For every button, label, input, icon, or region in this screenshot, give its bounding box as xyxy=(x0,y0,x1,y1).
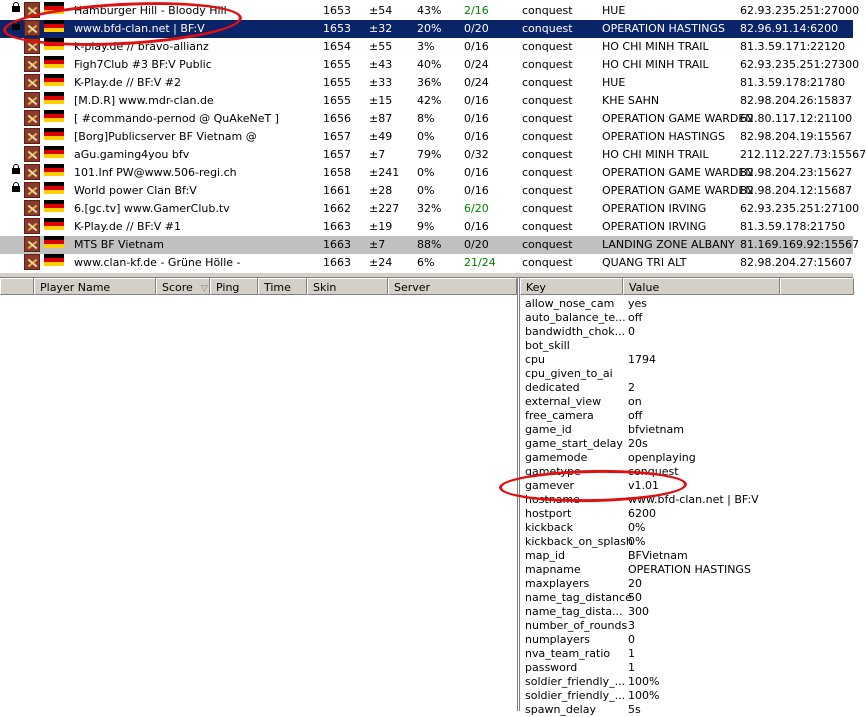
rule-value: 0 xyxy=(628,325,635,338)
rule-row[interactable] xyxy=(520,493,854,507)
rule-row[interactable] xyxy=(520,605,854,619)
server-version-cell: 1654 xyxy=(323,40,351,53)
server-map-cell: OPERATION GAME WARDEN xyxy=(602,184,754,197)
server-version-cell: 1655 xyxy=(323,58,351,71)
players-header-score-label: Score xyxy=(162,281,193,294)
rule-key: gametype xyxy=(525,465,581,478)
server-version-cell: 1655 xyxy=(323,76,351,89)
server-row[interactable] xyxy=(0,128,853,146)
server-row[interactable] xyxy=(0,182,853,200)
german-flag-icon xyxy=(44,38,64,50)
rule-key: bot_skill xyxy=(525,339,570,352)
players-header-score[interactable] xyxy=(156,278,210,295)
server-address-cell: 82.98.204.26:15837 xyxy=(740,94,853,107)
server-version-cell: 1663 xyxy=(323,220,351,233)
server-version-cell: 1662 xyxy=(323,202,351,215)
server-row[interactable] xyxy=(0,200,860,218)
rule-value: on xyxy=(628,395,642,408)
server-map-cell: HO CHI MINH TRAIL xyxy=(602,40,709,53)
game-icon xyxy=(24,2,40,18)
server-version-cell: 1663 xyxy=(323,238,351,251)
rules-header-key-label: Key xyxy=(526,281,546,294)
rule-value: 6200 xyxy=(628,507,656,520)
server-pct-cell: 3% xyxy=(417,40,435,53)
game-icon xyxy=(24,128,40,144)
german-flag-icon xyxy=(44,236,64,248)
server-players-cell: 0/16 xyxy=(464,112,489,125)
rule-row[interactable] xyxy=(520,465,854,479)
lock-icon xyxy=(12,20,20,30)
rule-row[interactable] xyxy=(520,479,854,493)
rule-row[interactable] xyxy=(520,647,854,661)
server-players-cell: 0/20 xyxy=(464,22,489,35)
server-ping-cell: ±43 xyxy=(369,58,393,71)
rule-key: bandwidth_chok... xyxy=(525,325,626,338)
server-map-cell: HUE xyxy=(602,76,626,89)
server-mode-cell: conquest xyxy=(522,166,573,179)
server-ping-cell: ±7 xyxy=(369,238,386,251)
server-pct-cell: 36% xyxy=(417,76,442,89)
rule-row[interactable] xyxy=(520,563,854,577)
rule-value: 2 xyxy=(628,381,635,394)
players-header-server[interactable] xyxy=(388,278,517,295)
rule-key: free_camera xyxy=(525,409,594,422)
server-address-cell: 62.93.235.251:27100 xyxy=(740,202,860,215)
server-players-cell: 0/32 xyxy=(464,148,489,161)
rule-key: soldier_friendly_... xyxy=(525,675,626,688)
rule-row[interactable] xyxy=(520,577,854,591)
server-address-cell: 82.98.204.27:15607 xyxy=(740,256,853,269)
rule-row[interactable] xyxy=(520,325,854,339)
game-icon xyxy=(24,236,40,252)
rule-key: nva_team_ratio xyxy=(525,647,611,660)
german-flag-icon xyxy=(44,92,64,104)
rule-value: 0% xyxy=(628,535,646,548)
players-header-skin-label: Skin xyxy=(313,281,337,294)
game-icon xyxy=(24,164,40,180)
server-version-cell: 1663 xyxy=(323,256,351,269)
server-mode-cell: conquest xyxy=(522,94,573,107)
rule-key: external_view xyxy=(525,395,602,408)
rule-value: 1 xyxy=(628,647,635,660)
german-flag-icon xyxy=(44,182,64,194)
game-icon xyxy=(24,146,40,162)
rule-key: hostport xyxy=(525,507,572,520)
rule-row[interactable] xyxy=(520,437,854,451)
server-name-cell: K-Play.de // BF:V #1 xyxy=(74,220,182,233)
server-version-cell: 1658 xyxy=(323,166,351,179)
rule-key: allow_nose_cam xyxy=(525,297,615,310)
server-players-cell: 21/24 xyxy=(464,256,496,269)
server-pct-cell: 9% xyxy=(417,220,435,233)
server-address-cell: 81.3.59.171:22120 xyxy=(740,40,846,53)
server-mode-cell: conquest xyxy=(522,238,573,251)
server-pct-cell: 79% xyxy=(417,148,442,161)
server-address-cell: 62.80.117.12:21100 xyxy=(740,112,853,125)
rule-row[interactable] xyxy=(520,367,854,381)
german-flag-icon xyxy=(44,128,64,140)
server-mode-cell: conquest xyxy=(522,112,573,125)
server-map-cell: KHE SAHN xyxy=(602,94,660,107)
rule-key: numplayers xyxy=(525,633,590,646)
server-ping-cell: ±24 xyxy=(369,256,393,269)
server-map-cell: HO CHI MINH TRAIL xyxy=(602,148,709,161)
server-address-cell: 82.96.91.14:6200 xyxy=(740,22,839,35)
server-name-cell: 6.[gc.tv] www.GamerClub.tv xyxy=(74,202,230,215)
server-address-cell: 81.3.59.178:21780 xyxy=(740,76,846,89)
server-name-cell: 101.Inf PW@www.506-regi.ch xyxy=(74,166,237,179)
server-map-cell: OPERATION HASTINGS xyxy=(602,22,725,35)
rule-row[interactable] xyxy=(520,507,854,521)
server-name-cell: aGu.gaming4you bfv xyxy=(74,148,190,161)
server-pct-cell: 42% xyxy=(417,94,442,107)
rule-value: 100% xyxy=(628,689,660,702)
rule-row[interactable] xyxy=(520,661,854,675)
rule-value: openplaying xyxy=(628,451,696,464)
server-name-cell: World power Clan Bf:V xyxy=(74,184,197,197)
server-version-cell: 1653 xyxy=(323,22,351,35)
rule-row[interactable] xyxy=(520,339,854,353)
rule-value: 50 xyxy=(628,591,642,604)
rule-value: 20 xyxy=(628,577,642,590)
server-address-cell: 81.169.169.92:15567 xyxy=(740,238,860,251)
server-ping-cell: ±32 xyxy=(369,22,393,35)
server-address-cell: 82.98.204.12:15687 xyxy=(740,184,853,197)
server-map-cell: OPERATION IRVING xyxy=(602,220,707,233)
server-ping-cell: ±49 xyxy=(369,130,393,143)
server-players-cell: 0/16 xyxy=(464,184,489,197)
rule-key: maxplayers xyxy=(525,577,590,590)
rule-value: 1 xyxy=(628,661,635,674)
server-address-cell: 82.98.204.19:15567 xyxy=(740,130,853,143)
server-row[interactable] xyxy=(0,254,853,272)
rules-header-filler xyxy=(780,278,854,295)
server-name-cell: www.bfd-clan.net | BF:V xyxy=(74,22,205,35)
server-ping-cell: ±19 xyxy=(369,220,393,233)
server-players-cell: 6/20 xyxy=(464,202,489,215)
rule-value: 20s xyxy=(628,437,648,450)
rule-row[interactable] xyxy=(520,703,854,717)
rule-row[interactable] xyxy=(520,409,854,423)
rule-key: hostname xyxy=(525,493,580,506)
german-flag-icon xyxy=(44,254,64,266)
players-header-name-label: Player Name xyxy=(40,281,111,294)
server-name-cell: [M.D.R] www.mdr-clan.de xyxy=(74,94,214,107)
german-flag-icon xyxy=(44,200,64,212)
server-map-cell: OPERATION HASTINGS xyxy=(602,130,725,143)
rule-value: 0% xyxy=(628,521,646,534)
server-version-cell: 1655 xyxy=(323,94,351,107)
rule-value: 1794 xyxy=(628,353,656,366)
server-row[interactable] xyxy=(0,146,866,164)
server-players-cell: 0/20 xyxy=(464,238,489,251)
rule-key: gamever xyxy=(525,479,575,492)
rule-value: v1.01 xyxy=(628,479,660,492)
server-players-cell: 0/16 xyxy=(464,220,489,233)
german-flag-icon xyxy=(44,2,64,14)
server-players-cell: 0/24 xyxy=(464,76,489,89)
rule-value: off xyxy=(628,409,643,422)
rule-row[interactable] xyxy=(520,395,854,409)
server-version-cell: 1661 xyxy=(323,184,351,197)
server-mode-cell: conquest xyxy=(522,58,573,71)
server-row[interactable] xyxy=(0,74,853,92)
server-mode-cell: conquest xyxy=(522,22,573,35)
server-pct-cell: 0% xyxy=(417,130,435,143)
rules-header-value[interactable] xyxy=(623,278,780,295)
rule-value: www.bfd-clan.net | BF:V xyxy=(628,493,759,506)
server-list[interactable] xyxy=(0,0,866,272)
rule-value: off xyxy=(628,311,643,324)
players-header-skin[interactable] xyxy=(307,278,388,295)
server-pct-cell: 32% xyxy=(417,202,442,215)
rule-value: 100% xyxy=(628,675,660,688)
game-icon xyxy=(24,56,40,72)
server-map-cell: HO CHI MINH TRAIL xyxy=(602,58,709,71)
players-header-name[interactable] xyxy=(34,278,156,295)
rule-row[interactable] xyxy=(520,381,854,395)
server-address-cell: 62.93.235.251:27000 xyxy=(740,4,860,17)
server-pct-cell: 6% xyxy=(417,256,435,269)
rule-key: map_id xyxy=(525,549,565,562)
server-pct-cell: 20% xyxy=(417,22,442,35)
server-pct-cell: 88% xyxy=(417,238,442,251)
server-pct-cell: 0% xyxy=(417,166,435,179)
server-map-cell: LANDING ZONE ALBANY xyxy=(602,238,735,251)
rule-row[interactable] xyxy=(520,451,854,465)
rules-pane[interactable] xyxy=(519,278,854,716)
german-flag-icon xyxy=(44,20,64,32)
game-icon xyxy=(24,38,40,54)
rule-row[interactable] xyxy=(520,591,854,605)
server-pct-cell: 40% xyxy=(417,58,442,71)
german-flag-icon xyxy=(44,110,64,122)
rule-key: kickback_on_splash xyxy=(525,535,633,548)
server-ping-cell: ±33 xyxy=(369,76,393,89)
rule-row[interactable] xyxy=(520,675,854,689)
german-flag-icon xyxy=(44,146,64,158)
server-mode-cell: conquest xyxy=(522,76,573,89)
server-row[interactable] xyxy=(0,218,853,236)
rule-value: 3 xyxy=(628,619,635,632)
server-mode-cell: conquest xyxy=(522,4,573,17)
rule-value: conquest xyxy=(628,465,679,478)
server-pct-cell: 8% xyxy=(417,112,435,125)
server-mode-cell: conquest xyxy=(522,184,573,197)
game-icon xyxy=(24,254,40,270)
server-map-cell: QUANG TRI ALT xyxy=(602,256,687,269)
players-header-blank xyxy=(0,278,34,295)
server-version-cell: 1657 xyxy=(323,130,351,143)
players-header-ping-label: Ping xyxy=(216,281,240,294)
server-ping-cell: ±15 xyxy=(369,94,393,107)
server-row[interactable] xyxy=(0,164,853,182)
server-address-cell: 212.112.227.73:15567 xyxy=(740,148,866,161)
rule-row[interactable] xyxy=(520,311,854,325)
game-icon xyxy=(24,110,40,126)
server-map-cell: OPERATION IRVING xyxy=(602,202,707,215)
server-row[interactable] xyxy=(0,92,853,110)
game-icon xyxy=(24,20,40,36)
server-mode-cell: conquest xyxy=(522,40,573,53)
game-icon xyxy=(24,92,40,108)
server-ping-cell: ±227 xyxy=(369,202,400,215)
server-row[interactable] xyxy=(0,20,853,38)
server-name-cell: [Borg]Publicserver BF Vietnam @ xyxy=(74,130,257,143)
rule-value: 300 xyxy=(628,605,649,618)
server-row[interactable] xyxy=(0,38,853,56)
rule-key: mapname xyxy=(525,563,581,576)
server-ping-cell: ±54 xyxy=(369,4,393,17)
server-pct-cell: 0% xyxy=(417,184,435,197)
players-header-time-label: Time xyxy=(264,281,291,294)
rules-header-key[interactable] xyxy=(520,278,623,295)
rule-key: soldier_friendly_... xyxy=(525,689,626,702)
rule-key: dedicated xyxy=(525,381,580,394)
rule-key: password xyxy=(525,661,578,674)
rule-key: name_tag_distance xyxy=(525,591,632,604)
rule-row[interactable] xyxy=(520,297,854,311)
server-version-cell: 1657 xyxy=(323,148,351,161)
rule-value: bfvietnam xyxy=(628,423,684,436)
rule-value: OPERATION HASTINGS xyxy=(628,563,751,576)
server-row[interactable] xyxy=(0,2,860,20)
rule-key: name_tag_dista... xyxy=(525,605,623,618)
server-row[interactable] xyxy=(0,56,860,74)
server-ping-cell: ±28 xyxy=(369,184,393,197)
server-players-cell: 2/16 xyxy=(464,4,489,17)
rule-row[interactable] xyxy=(520,619,854,633)
rule-row[interactable] xyxy=(520,549,854,563)
server-ping-cell: ±241 xyxy=(369,166,400,179)
server-players-cell: 0/16 xyxy=(464,40,489,53)
rule-value: yes xyxy=(628,297,648,310)
server-name-cell: K-Play.de // BF:V #2 xyxy=(74,76,182,89)
server-players-cell: 0/16 xyxy=(464,166,489,179)
rule-row[interactable] xyxy=(520,535,854,549)
rule-value: 5s xyxy=(628,703,641,716)
server-map-cell: OPERATION GAME WARDEN xyxy=(602,166,754,179)
server-version-cell: 1653 xyxy=(323,4,351,17)
lock-icon xyxy=(12,2,20,12)
rule-row[interactable] xyxy=(520,633,854,647)
server-mode-cell: conquest xyxy=(522,220,573,233)
lock-icon xyxy=(12,164,20,174)
players-pane[interactable] xyxy=(0,278,518,711)
server-address-cell: 81.3.59.178:21750 xyxy=(740,220,846,233)
rule-value: BFVietnam xyxy=(628,549,688,562)
server-name-cell: [ #commando-pernod @ QuAkeNeT ] xyxy=(74,112,279,125)
players-header-time[interactable] xyxy=(258,278,307,295)
rule-key: cpu_given_to_ai xyxy=(525,367,613,380)
server-row[interactable] xyxy=(0,110,853,128)
players-header-server-label: Server xyxy=(394,281,431,294)
server-pct-cell: 43% xyxy=(417,4,442,17)
server-players-cell: 0/16 xyxy=(464,130,489,143)
game-icon xyxy=(24,218,40,234)
server-row[interactable] xyxy=(0,236,860,254)
rule-key: number_of_rounds xyxy=(525,619,628,632)
sort-descending-icon: ▽ xyxy=(200,284,208,294)
server-name-cell: Hamburger Hill - Bloody Hill xyxy=(74,4,227,17)
server-name-cell: Figh7Club #3 BF:V Public xyxy=(74,58,212,71)
server-address-cell: 62.93.235.251:27300 xyxy=(740,58,860,71)
server-ping-cell: ±87 xyxy=(369,112,393,125)
server-mode-cell: conquest xyxy=(522,202,573,215)
server-players-cell: 0/16 xyxy=(464,94,489,107)
rule-key: gamemode xyxy=(525,451,588,464)
server-players-cell: 0/24 xyxy=(464,58,489,71)
german-flag-icon xyxy=(44,74,64,86)
server-name-cell: MTS BF Vietnam xyxy=(74,238,164,251)
server-address-cell: 82.98.204.23:15627 xyxy=(740,166,853,179)
server-name-cell: k-play.de // bravo-allianz xyxy=(74,40,209,53)
server-ping-cell: ±7 xyxy=(369,148,386,161)
players-header-ping[interactable] xyxy=(210,278,258,295)
server-map-cell: OPERATION GAME WARDEN xyxy=(602,112,754,125)
rule-key: auto_balance_te... xyxy=(525,311,626,324)
rule-value: 0 xyxy=(628,633,635,646)
rules-header-value-label: Value xyxy=(629,281,660,294)
server-ping-cell: ±55 xyxy=(369,40,393,53)
game-icon xyxy=(24,74,40,90)
server-mode-cell: conquest xyxy=(522,256,573,269)
rule-key: spawn_delay xyxy=(525,703,596,716)
server-mode-cell: conquest xyxy=(522,130,573,143)
game-icon xyxy=(24,200,40,216)
server-name-cell: www.clan-kf.de - Grüne Hölle - xyxy=(74,256,241,269)
rule-key: cpu xyxy=(525,353,546,366)
rule-key: game_id xyxy=(525,423,572,436)
server-mode-cell: conquest xyxy=(522,148,573,161)
rule-row[interactable] xyxy=(520,521,854,535)
server-version-cell: 1656 xyxy=(323,112,351,125)
rule-row[interactable] xyxy=(520,423,854,437)
german-flag-icon xyxy=(44,56,64,68)
rule-key: kickback xyxy=(525,521,573,534)
lock-icon xyxy=(12,182,20,192)
german-flag-icon xyxy=(44,218,64,230)
game-icon xyxy=(24,182,40,198)
server-map-cell: HUE xyxy=(602,4,626,17)
rule-row[interactable] xyxy=(520,353,854,367)
rule-key: game_start_delay xyxy=(525,437,623,450)
rule-row[interactable] xyxy=(520,689,854,703)
german-flag-icon xyxy=(44,164,64,176)
